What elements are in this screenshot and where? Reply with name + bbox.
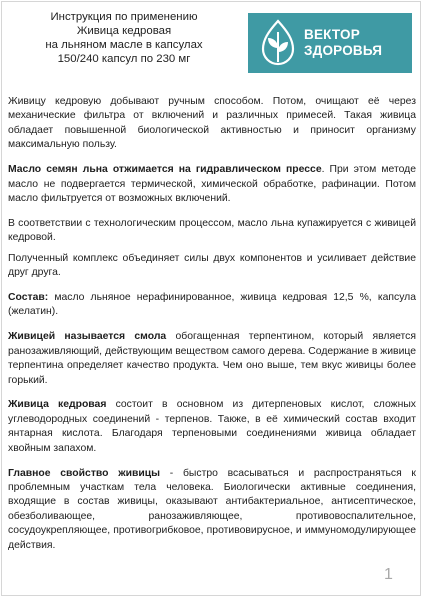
paragraph-text: состоит в основном из дитерпеновых кислот, сложных углеводородных соединений - терпенов. Также, в её химический состав входит янтарная кислота. Благодаря терпеновыми соединениями живица обладает хвойным запахом. [8, 399, 416, 454]
paragraph-intro [8, 95, 416, 153]
header-line-2: Живица кедровая [76, 25, 172, 37]
paragraph-cedar-resin [8, 398, 416, 456]
paragraph-composition [8, 291, 416, 320]
paragraph-flax-oil [8, 163, 416, 206]
brand-name-line-2: ЗДОРОВЬЯ [304, 43, 383, 58]
paragraph-text: В соответствии с технологическим процессом, масло льна купажируется с живицей кедровой. [8, 217, 416, 244]
brand-name-line-1: ВЕКТОР [304, 27, 360, 42]
header-line-4: 150/240 капсул по 230 мг [57, 53, 191, 65]
paragraph-blending [8, 217, 416, 246]
paragraph-bold-lead: Живица кедровая [8, 399, 107, 411]
paragraph-bold-lead: Масло семян льна отжимается на гидравлическом прессе [8, 164, 322, 176]
paragraph-main-property [8, 467, 416, 553]
paragraph-text: обогащенная терпентином, который является ранозаживляющий, действующим веществом самого дерева. Содержание в живице терпентина определяет качество продукта. Чем оно выше, тем вкус живицы более горький. [8, 331, 416, 386]
header-line-3: на льняном масле в капсулах [45, 39, 203, 51]
brand-name [304, 27, 382, 59]
brand-logo-box [248, 13, 412, 73]
paragraph-complex [8, 252, 416, 281]
paragraph-resin [8, 330, 416, 388]
paragraph-text: - быстро всасываться и распространяться к проблемным участкам тела человека. Биологически активные соединения, входящие в состав живицы, оказывают антибактериальное, антисептическое, обезболивающее, ранозаживляющее, противовоспалительное, сосудоукрепляющее, противогрибковое, противовирусное, и иммуномодулирующее действия. [8, 467, 416, 551]
paragraph-bold-lead: Живицей называется смола [8, 331, 167, 343]
instruction-body [8, 95, 416, 563]
page-number: 1 [384, 566, 393, 583]
paragraph-text: Полученный комплекс объединяет силы двух компонентов и усиливает действие друг друга. [8, 252, 416, 279]
paragraph-text: . При этом методе масло не подвергается термической, химической обработке, рафинации. Потом масло фильтруется от возможных включений. [8, 164, 416, 204]
header-line-1: Инструкция по применению [50, 11, 198, 23]
paragraph-bold-lead: Главное свойство живицы [8, 467, 161, 479]
document-header [8, 10, 240, 80]
paragraph-text: масло льняное нерафинированное, живица кедровая 12,5 %, капсула (желатин). [8, 291, 416, 318]
leaf-drop-logo-icon [258, 18, 298, 68]
paragraph-bold-lead: Состав: [8, 291, 49, 303]
paragraph-text: Живицу кедровую добывают ручным способом. Потом, очищают её через механические фильтра от включений и различных примесей. Такая живица обладает повышенной биологической активностью и приносит организму максимальную пользу. [8, 96, 416, 151]
